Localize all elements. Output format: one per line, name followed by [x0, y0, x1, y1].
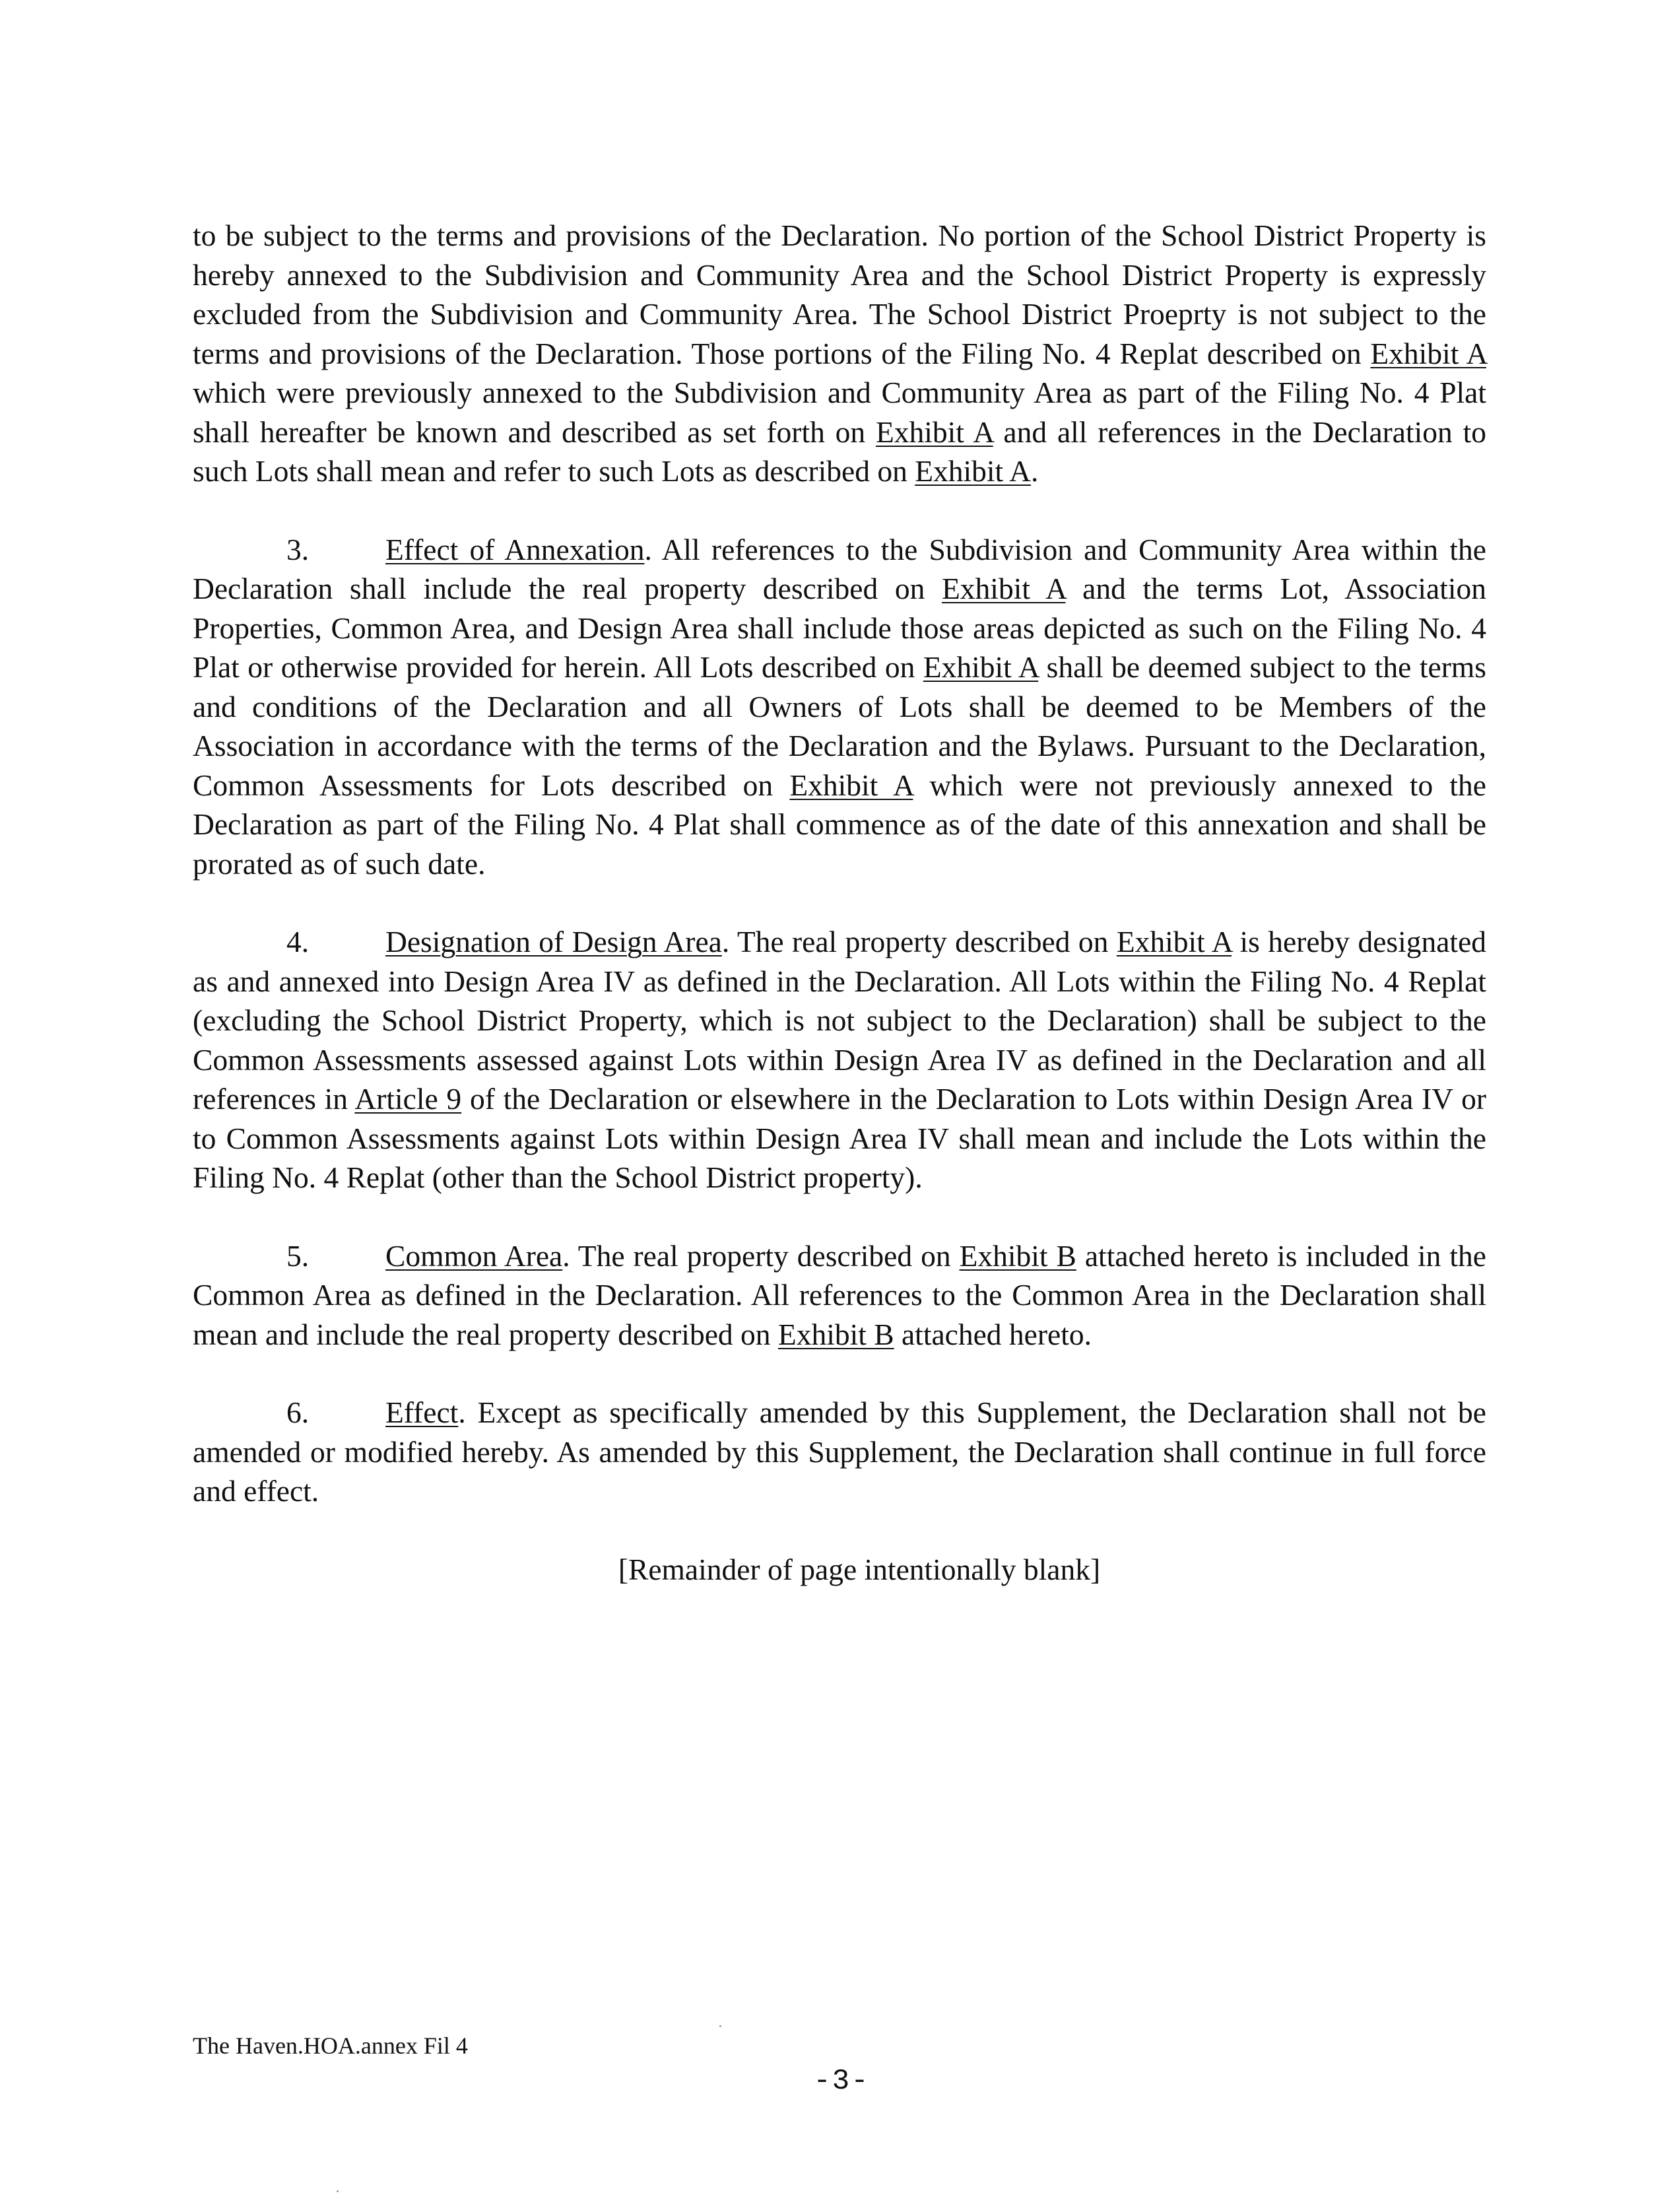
exhibit-a-reference: Exhibit A: [942, 572, 1066, 605]
section-3-effect-of-annexation: 3. Effect of Annexation. All references to the Subdivision and Community Area within the Declaration shall include the real property described on Exhibit A and the terms Lot, Association Properties, Common Area, and Design Area shall include those areas depicted as such on the Filing No. 4 Plat or otherwise provided for herein. All Lots described on Exhibit A shall be deemed subject to the terms and conditions of the Declaration and all Owners of Lots shall be deemed to be Members of the Association in accordance with the terms of the Declaration and the Bylaws. Pursuant to the Declaration, Common Assessments for Lots described on Exhibit A which were not previously annexed to the Declaration as part of the Filing No. 4 Plat shall commence as of the date of this annexation and shall be prorated as of such date.: [193, 530, 1486, 884]
exhibit-a-reference: Exhibit A: [915, 454, 1031, 488]
section-heading: Effect: [385, 1395, 459, 1429]
section-number: 3.: [286, 532, 310, 566]
scan-speck: [719, 2025, 721, 2027]
section-number: 5.: [286, 1238, 310, 1273]
section-heading: Designation of Design Area: [385, 925, 722, 958]
section-heading: Common Area: [385, 1238, 563, 1273]
section-5-common-area: 5. Common Area. The real property described on Exhibit B attached hereto is included in the Common Area as defined in the Declaration. All references to the Common Area in the Declaration shall mean and include the real property described on Exhibit B attached hereto.: [193, 1236, 1486, 1355]
scan-speck: [337, 2190, 339, 2192]
section-4-designation-of-design-area: 4. Designation of Design Area. The real property described on Exhibit A is hereby designated as and annexed into Design Area IV as defined in the Declaration. All Lots within the Filing No. 4 Replat (excluding the School District Property, which is not subject to the Declaration) shall be subject to the Common Assessments assessed against Lots within Design Area IV as defined in the Declaration and all references in Article 9 of the Declaration or elsewhere in the Declaration to Lots within Design Area IV or to Common Assessments against Lots within Design Area IV shall mean and include the Lots within the Filing No. 4 Replat (other than the School District property).: [193, 922, 1486, 1197]
section-number: 6.: [286, 1395, 310, 1429]
remainder-blank-note: [Remainder of page intentionally blank]: [618, 1552, 1101, 1586]
exhibit-a-reference: Exhibit A: [1370, 336, 1486, 370]
footer-file-reference: The Haven.HOA.annex Fil 4: [193, 2032, 468, 2059]
section-heading: Effect of Annexation: [385, 532, 645, 566]
exhibit-a-reference: Exhibit A: [789, 768, 913, 802]
exhibit-b-reference: Exhibit B: [777, 1317, 894, 1351]
section-number: 4.: [286, 925, 310, 958]
exhibit-a-reference: Exhibit A: [923, 650, 1039, 684]
paragraph-continued: to be subject to the terms and provisions of the Declaration. No portion of the School District Property is hereby annexed to the Subdivision and Community Area and the School District Property is expressly excluded from the Subdivision and Community Area. The School District Proeprty is not subject to the terms and provisions of the Declaration. Those portions of the Filing No. 4 Replat described on Exhibit A which were previously annexed to the Subdivision and Community Area as part of the Filing No. 4 Plat shall hereafter be known and described as set forth on Exhibit A and all references in the Declaration to such Lots shall mean and refer to such Lots as described on Exhibit A.: [193, 218, 1486, 488]
exhibit-b-reference: Exhibit B: [959, 1238, 1076, 1273]
document-body: [193, 216, 1486, 1628]
article-9-reference: Article 9: [354, 1082, 462, 1116]
section-6-effect: 6. Effect. Except as specifically amended by this Supplement, the Declaration shall not be amended or modified hereby. As amended by this Supplement, the Declaration shall continue in full force and effect.: [193, 1393, 1486, 1511]
exhibit-a-reference: Exhibit A: [875, 415, 993, 449]
exhibit-a-reference: Exhibit A: [1116, 925, 1232, 958]
page-number: -3-: [813, 2065, 870, 2098]
